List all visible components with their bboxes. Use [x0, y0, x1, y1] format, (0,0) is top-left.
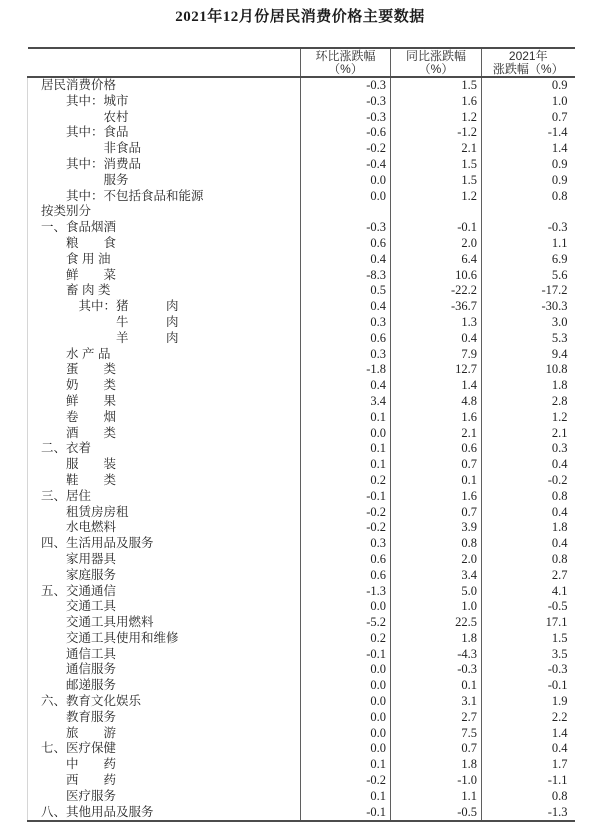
- cell-yoy: 4.8: [391, 394, 482, 410]
- cell-annual: -1.4: [482, 125, 575, 141]
- cell-mom: 0.4: [301, 252, 391, 268]
- cell-mom: 0.0: [301, 173, 391, 189]
- cell-yoy: 1.5: [391, 173, 482, 189]
- cell-mom: 0.1: [301, 441, 391, 457]
- cell-annual: 1.1: [482, 236, 575, 252]
- cell-mom: 0.6: [301, 568, 391, 584]
- cell-yoy: 0.1: [391, 678, 482, 694]
- col-header-yoy-line1: 同比涨跌幅: [405, 48, 466, 63]
- table-row: [28, 584, 575, 600]
- page-title: 2021年12月份居民消费价格主要数据: [175, 9, 425, 25]
- cpi-table: [27, 47, 575, 822]
- col-header-annual-line1: 2021年: [508, 48, 548, 63]
- cell-yoy: 10.6: [391, 268, 482, 284]
- cell-annual: -0.1: [482, 678, 575, 694]
- cell-yoy: 3.9: [391, 520, 482, 536]
- row-label: 教育服务: [28, 710, 301, 726]
- cell-annual: 1.0: [482, 94, 575, 110]
- row-label: 其中：食品: [28, 125, 301, 141]
- row-label: 交通工具: [28, 599, 301, 615]
- table-row: [28, 220, 575, 236]
- cell-annual: 0.4: [482, 457, 575, 473]
- cell-annual: 1.4: [482, 726, 575, 742]
- cell-mom: -0.2: [301, 773, 391, 789]
- cell-yoy: -0.5: [391, 805, 482, 822]
- cell-yoy: 1.5: [391, 77, 482, 94]
- cell-annual: 3.0: [482, 315, 575, 331]
- table-row: [28, 473, 575, 489]
- table-row: [28, 77, 575, 94]
- col-header-mom-line1: 环比涨跌幅: [315, 48, 376, 63]
- row-label: 七、医疗保健: [28, 741, 301, 757]
- row-label: 中 药: [28, 757, 301, 773]
- row-label: 邮递服务: [28, 678, 301, 694]
- cell-yoy: 7.5: [391, 726, 482, 742]
- row-label: 蛋 类: [28, 362, 301, 378]
- cell-yoy: 1.8: [391, 631, 482, 647]
- row-label: 服 装: [28, 457, 301, 473]
- cell-annual: -30.3: [482, 299, 575, 315]
- table-body: [28, 77, 575, 821]
- cell-mom: -0.1: [301, 647, 391, 663]
- cell-mom: -5.2: [301, 615, 391, 631]
- cell-mom: -0.1: [301, 805, 391, 822]
- cell-mom: -0.3: [301, 94, 391, 110]
- cell-yoy: 1.2: [391, 189, 482, 205]
- row-label: 奶 类: [28, 378, 301, 394]
- cell-annual: 6.9: [482, 252, 575, 268]
- cell-yoy: 2.1: [391, 426, 482, 442]
- cell-mom: -0.3: [301, 220, 391, 236]
- table-row: [28, 125, 575, 141]
- cell-yoy: 0.7: [391, 457, 482, 473]
- row-label: 西 药: [28, 773, 301, 789]
- table-row: [28, 157, 575, 173]
- row-label: 八、其他用品及服务: [28, 805, 301, 822]
- table-row: [28, 552, 575, 568]
- cell-annual: 0.4: [482, 741, 575, 757]
- cell-mom: 0.1: [301, 789, 391, 805]
- col-header-stub: [28, 48, 301, 77]
- cell-annual: 0.9: [482, 157, 575, 173]
- row-label: 其中：城市: [28, 94, 301, 110]
- cell-mom: 0.4: [301, 378, 391, 394]
- row-label: 三、居住: [28, 489, 301, 505]
- row-label: 家用器具: [28, 552, 301, 568]
- cell-mom: 0.6: [301, 331, 391, 347]
- cell-annual: 1.8: [482, 520, 575, 536]
- cell-annual: 0.4: [482, 505, 575, 521]
- row-label: 其中：不包括食品和能源: [28, 189, 301, 205]
- cell-annual: 0.4: [482, 536, 575, 552]
- cell-yoy: 1.1: [391, 789, 482, 805]
- row-label: 医疗服务: [28, 789, 301, 805]
- cell-yoy: -22.2: [391, 283, 482, 299]
- row-label: 卷 烟: [28, 410, 301, 426]
- cell-yoy: 1.3: [391, 315, 482, 331]
- cell-yoy: 1.8: [391, 757, 482, 773]
- cell-yoy: -0.1: [391, 220, 482, 236]
- cell-yoy: 12.7: [391, 362, 482, 378]
- cell-mom: [301, 204, 391, 220]
- row-label: 其中：消费品: [28, 157, 301, 173]
- table-row: [28, 426, 575, 442]
- table-row: [28, 757, 575, 773]
- cell-yoy: 1.6: [391, 94, 482, 110]
- table-row: [28, 726, 575, 742]
- table-row: [28, 378, 575, 394]
- cell-mom: 0.6: [301, 552, 391, 568]
- cell-yoy: 1.6: [391, 489, 482, 505]
- row-label: 鞋 类: [28, 473, 301, 489]
- cell-yoy: -1.2: [391, 125, 482, 141]
- cell-annual: 0.8: [482, 189, 575, 205]
- table-row: [28, 520, 575, 536]
- cell-annual: -0.3: [482, 662, 575, 678]
- cell-yoy: 1.6: [391, 410, 482, 426]
- cell-annual: 0.8: [482, 489, 575, 505]
- row-label: 服务: [28, 173, 301, 189]
- row-label: 酒 类: [28, 426, 301, 442]
- cell-mom: 0.1: [301, 410, 391, 426]
- cell-mom: -1.8: [301, 362, 391, 378]
- cell-annual: 0.8: [482, 552, 575, 568]
- cell-yoy: 22.5: [391, 615, 482, 631]
- cell-annual: 0.9: [482, 77, 575, 94]
- cell-annual: 1.2: [482, 410, 575, 426]
- row-label: 水电燃料: [28, 520, 301, 536]
- cell-yoy: 3.4: [391, 568, 482, 584]
- table-row: [28, 283, 575, 299]
- row-label: 通信服务: [28, 662, 301, 678]
- cell-mom: -0.2: [301, 141, 391, 157]
- col-header-mom: [301, 48, 391, 77]
- row-label: 五、交通通信: [28, 584, 301, 600]
- table-row: [28, 789, 575, 805]
- table-row: [28, 662, 575, 678]
- cell-mom: -0.3: [301, 110, 391, 126]
- cell-mom: 3.4: [301, 394, 391, 410]
- cell-annual: 9.4: [482, 347, 575, 363]
- cell-annual: 4.1: [482, 584, 575, 600]
- row-label: 其中：猪 肉: [28, 299, 301, 315]
- table-row: [28, 457, 575, 473]
- cell-mom: 0.3: [301, 536, 391, 552]
- cell-mom: -0.2: [301, 505, 391, 521]
- cell-mom: 0.6: [301, 236, 391, 252]
- cell-yoy: [391, 204, 482, 220]
- cell-yoy: 5.0: [391, 584, 482, 600]
- cell-annual: 1.4: [482, 141, 575, 157]
- col-header-mom-line2: （%）: [328, 61, 363, 76]
- cell-mom: -8.3: [301, 268, 391, 284]
- table-row: [28, 331, 575, 347]
- table-row: [28, 694, 575, 710]
- row-label: 按类别分: [28, 204, 301, 220]
- table-row: [28, 110, 575, 126]
- table-row: [28, 236, 575, 252]
- cell-mom: 0.0: [301, 726, 391, 742]
- cell-mom: -0.6: [301, 125, 391, 141]
- table-row: [28, 252, 575, 268]
- row-label: 租赁房房租: [28, 505, 301, 521]
- cell-annual: 0.8: [482, 789, 575, 805]
- row-label: 交通工具使用和维修: [28, 631, 301, 647]
- cell-annual: -0.3: [482, 220, 575, 236]
- table-row: [28, 773, 575, 789]
- row-label: 交通工具用燃料: [28, 615, 301, 631]
- table-row: [28, 347, 575, 363]
- row-label: 旅 游: [28, 726, 301, 742]
- cell-mom: 0.0: [301, 662, 391, 678]
- cell-annual: 2.2: [482, 710, 575, 726]
- cell-mom: -0.3: [301, 77, 391, 94]
- table-row: [28, 268, 575, 284]
- row-label: 牛 肉: [28, 315, 301, 331]
- cell-yoy: -4.3: [391, 647, 482, 663]
- row-label: 非食品: [28, 141, 301, 157]
- table-row: [28, 505, 575, 521]
- col-header-annual: [482, 48, 575, 77]
- cell-mom: -1.3: [301, 584, 391, 600]
- col-header-annual-line2: 涨跌幅（%）: [492, 61, 564, 76]
- cell-annual: 1.7: [482, 757, 575, 773]
- table-row: [28, 299, 575, 315]
- cell-mom: 0.2: [301, 473, 391, 489]
- cell-mom: -0.1: [301, 489, 391, 505]
- table-row: [28, 441, 575, 457]
- cell-mom: -0.4: [301, 157, 391, 173]
- table-row: [28, 173, 575, 189]
- cell-annual: [482, 204, 575, 220]
- row-label: 居民消费价格: [28, 77, 301, 94]
- cell-annual: 1.5: [482, 631, 575, 647]
- cell-annual: 5.6: [482, 268, 575, 284]
- table-row: [28, 394, 575, 410]
- cell-yoy: 0.8: [391, 536, 482, 552]
- cell-yoy: 1.5: [391, 157, 482, 173]
- cell-annual: -0.2: [482, 473, 575, 489]
- cell-yoy: 1.4: [391, 378, 482, 394]
- cell-yoy: 6.4: [391, 252, 482, 268]
- row-label: 鲜 果: [28, 394, 301, 410]
- cell-mom: 0.1: [301, 457, 391, 473]
- row-label: 食 用 油: [28, 252, 301, 268]
- cell-mom: 0.3: [301, 347, 391, 363]
- table-row: [28, 189, 575, 205]
- table-row: [28, 741, 575, 757]
- table-row: [28, 410, 575, 426]
- col-header-yoy: [391, 48, 482, 77]
- table-row: [28, 94, 575, 110]
- table-row: [28, 647, 575, 663]
- cell-yoy: 0.1: [391, 473, 482, 489]
- table-row: [28, 678, 575, 694]
- cell-yoy: 0.7: [391, 505, 482, 521]
- table-row: [28, 489, 575, 505]
- cell-annual: 0.7: [482, 110, 575, 126]
- cell-annual: 1.9: [482, 694, 575, 710]
- cell-mom: 0.5: [301, 283, 391, 299]
- row-label: 四、生活用品及服务: [28, 536, 301, 552]
- cell-annual: 2.7: [482, 568, 575, 584]
- row-label: 羊 肉: [28, 331, 301, 347]
- table-row: [28, 805, 575, 822]
- cell-annual: -1.3: [482, 805, 575, 822]
- cell-annual: 10.8: [482, 362, 575, 378]
- row-label: 畜 肉 类: [28, 283, 301, 299]
- col-header-yoy-line2: （%）: [418, 61, 454, 76]
- cell-annual: 17.1: [482, 615, 575, 631]
- cell-yoy: 2.1: [391, 141, 482, 157]
- cell-annual: 2.8: [482, 394, 575, 410]
- row-label: 二、衣着: [28, 441, 301, 457]
- cell-annual: -1.1: [482, 773, 575, 789]
- table-row: [28, 315, 575, 331]
- table-row: [28, 568, 575, 584]
- table-row: [28, 536, 575, 552]
- cell-mom: 0.0: [301, 189, 391, 205]
- table-row: [28, 710, 575, 726]
- cell-yoy: -1.0: [391, 773, 482, 789]
- cell-yoy: 7.9: [391, 347, 482, 363]
- table-header-row: [28, 48, 575, 77]
- cell-yoy: 0.7: [391, 741, 482, 757]
- cell-yoy: 2.0: [391, 236, 482, 252]
- table-row: [28, 141, 575, 157]
- cell-annual: -0.5: [482, 599, 575, 615]
- cell-mom: 0.0: [301, 678, 391, 694]
- cell-yoy: -36.7: [391, 299, 482, 315]
- row-label: 农村: [28, 110, 301, 126]
- cell-yoy: 1.0: [391, 599, 482, 615]
- cell-yoy: 0.6: [391, 441, 482, 457]
- row-label: 家庭服务: [28, 568, 301, 584]
- cell-mom: 0.0: [301, 694, 391, 710]
- cell-mom: 0.0: [301, 710, 391, 726]
- cell-mom: -0.2: [301, 520, 391, 536]
- cell-annual: 0.3: [482, 441, 575, 457]
- cell-mom: 0.0: [301, 599, 391, 615]
- cell-mom: 0.0: [301, 741, 391, 757]
- table-row: [28, 615, 575, 631]
- row-label: 水 产 品: [28, 347, 301, 363]
- row-label: 六、教育文化娱乐: [28, 694, 301, 710]
- table-row: [28, 362, 575, 378]
- cell-yoy: 2.7: [391, 710, 482, 726]
- cell-annual: 1.8: [482, 378, 575, 394]
- cell-annual: 3.5: [482, 647, 575, 663]
- cell-yoy: 2.0: [391, 552, 482, 568]
- cell-yoy: 3.1: [391, 694, 482, 710]
- row-label: 鲜 菜: [28, 268, 301, 284]
- row-label: 一、食品烟酒: [28, 220, 301, 236]
- row-label: 粮 食: [28, 236, 301, 252]
- cell-annual: 5.3: [482, 331, 575, 347]
- table-row: [28, 631, 575, 647]
- cell-mom: 0.3: [301, 315, 391, 331]
- table-row: [28, 204, 575, 220]
- cell-yoy: -0.3: [391, 662, 482, 678]
- cell-annual: -17.2: [482, 283, 575, 299]
- cell-annual: 2.1: [482, 426, 575, 442]
- cell-annual: 0.9: [482, 173, 575, 189]
- cell-mom: 0.0: [301, 426, 391, 442]
- cell-mom: 0.1: [301, 757, 391, 773]
- table-row: [28, 599, 575, 615]
- cell-yoy: 1.2: [391, 110, 482, 126]
- cell-mom: 0.2: [301, 631, 391, 647]
- row-label: 通信工具: [28, 647, 301, 663]
- cell-yoy: 0.4: [391, 331, 482, 347]
- cell-mom: 0.4: [301, 299, 391, 315]
